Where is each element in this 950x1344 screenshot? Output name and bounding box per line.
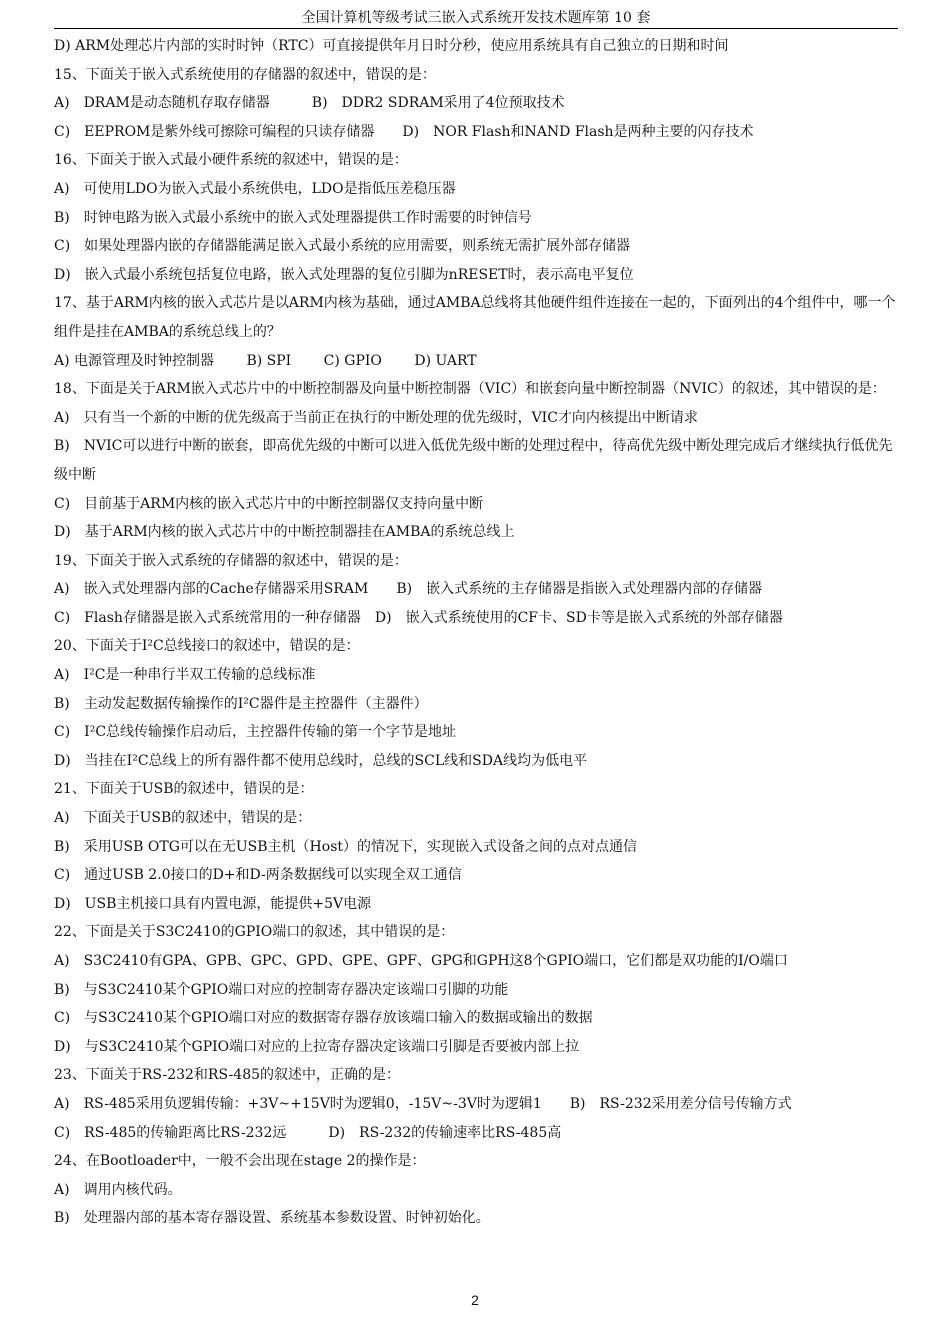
option-24-b: B) 处理器内部的基本寄存器设置、系统基本参数设置、时钟初始化。	[54, 1210, 490, 1227]
question-21: 21、下面关于USB的叙述中，错误的是：	[54, 781, 314, 798]
option-18-a: A) 只有当一个新的中断的优先级高于当前正在执行的中断处理的优先级时，VIC才向内核提出中断请求	[54, 409, 698, 426]
option-16-a: A) 可使用LDO为嵌入式最小系统供电，LDO是指低压差稳压器	[54, 180, 456, 197]
option-21-d: D) USB主机接口具有内置电源，能提供+5V电源	[54, 895, 372, 912]
option-21-a: A) 下面关于USB的叙述中，错误的是：	[54, 810, 312, 827]
option-22-d: D) 与S3C2410某个GPIO端口对应的上拉寄存器决定该端口引脚是否要被内部上拉	[54, 1038, 580, 1055]
options-23-cd: C) RS-485的传输距离比RS-232远 D) RS-232的传输速率比RS-485高	[54, 1124, 562, 1141]
question-19: 19、下面关于嵌入式系统的存储器的叙述中，错误的是：	[54, 552, 408, 569]
option-18-d: D) 基于ARM内核的嵌入式芯片中的中断控制器挂在AMBA的系统总线上	[54, 524, 515, 541]
option-16-d: D) 嵌入式最小系统包括复位电路，嵌入式处理器的复位引脚为nRESET时，表示高电平复位	[54, 266, 634, 283]
options-19-ab: A) 嵌入式处理器内部的Cache存储器采用SRAM B) 嵌入式系统的主存储器是指嵌入式处理器内部的存储器	[54, 581, 763, 598]
question-16: 16、下面关于嵌入式最小硬件系统的叙述中，错误的是：	[54, 152, 408, 169]
question-23: 23、下面关于RS-232和RS-485的叙述中，正确的是：	[54, 1067, 401, 1084]
option-20-d: D) 当挂在I²C总线上的所有器件都不使用总线时，总线的SCL线和SDA线均为低电平	[54, 752, 588, 769]
page-header-title: 全国计算机等级考试三嵌入式系统开发技术题库第 10 套	[301, 10, 651, 26]
page-number: 2	[471, 1292, 479, 1308]
question-18: 18、下面是关于ARM嵌入式芯片中的中断控制器及向量中断控制器（VIC）和嵌套向量中断控制器（NVIC）的叙述，其中错误的是：	[54, 381, 886, 398]
options-15-ab: A) DRAM是动态随机存取存储器 B) DDR2 SDRAM采用了4位预取技术	[54, 95, 565, 112]
question-17: 17、基于ARM内核的嵌入式芯片是以ARM内核为基础，通过AMBA总线将其他硬件组件连接在一起的，下面列出的4个组件中，哪一个组件是挂在AMBA的系统总线上的？	[54, 295, 896, 340]
options-17: A) 电源管理及时钟控制器 B) SPI C) GPIO D) UART	[54, 352, 477, 369]
option-24-a: A) 调用内核代码。	[54, 1181, 182, 1198]
option-18-c: C) 目前基于ARM内核的嵌入式芯片中的中断控制器仅支持向量中断	[54, 495, 484, 512]
text-line: D) ARM处理芯片内部的实时时钟（RTC）可直接提供年月日时分秒，使应用系统具有自己独立的日期和时间	[54, 38, 729, 54]
option-18-b: B) NVIC可以进行中断的嵌套，即高优先级的中断可以进入低优先级中断的处理过程中，待高优先级中断处理完成后才继续执行低优先级中断	[54, 438, 893, 483]
option-22-c: C) 与S3C2410某个GPIO端口对应的数据寄存器存放该端口输入的数据或输出的数据	[54, 1010, 593, 1027]
question-15: 15、下面关于嵌入式系统使用的存储器的叙述中，错误的是：	[54, 66, 436, 83]
option-16-b: B) 时钟电路为嵌入式最小系统中的嵌入式处理器提供工作时需要的时钟信号	[54, 209, 532, 226]
option-21-c: C) 通过USB 2.0接口的D+和D-两条数据线可以实现全双工通信	[54, 867, 462, 884]
option-21-b: B) 采用USB OTG可以在无USB主机（Host）的情况下，实现嵌入式设备之间的点对点通信	[54, 838, 638, 855]
option-16-c: C) 如果处理器内嵌的存储器能满足嵌入式最小系统的应用需要，则系统无需扩展外部存储器	[54, 238, 631, 255]
option-20-a: A) I²C是一种串行半双工传输的总线标准	[54, 667, 316, 684]
options-19-cd: C) Flash存储器是嵌入式系统常用的一种存储器 D) 嵌入式系统使用的CF卡、SD卡等是嵌入式系统的外部存储器	[54, 609, 783, 626]
document-body	[54, 32, 898, 1233]
options-23-ab: A) RS-485采用负逻辑传输：+3V~+15V时为逻辑0，-15V~-3V时为逻辑1 B) RS-232采用差分信号传输方式	[54, 1095, 792, 1112]
option-20-c: C) I²C总线传输操作启动后，主控器件传输的第一个字节是地址	[54, 724, 457, 741]
option-22-b: B) 与S3C2410某个GPIO端口对应的控制寄存器决定该端口引脚的功能	[54, 981, 509, 998]
options-15-cd: C) EEPROM是紫外线可擦除可编程的只读存储器 D) NOR Flash和NAND Flash是两种主要的闪存技术	[54, 123, 754, 140]
question-22: 22、下面是关于S3C2410的GPIO端口的叙述，其中错误的是：	[54, 924, 455, 941]
option-22-a: A) S3C2410有GPA、GPB、GPC、GPD、GPE、GPF、GPG和GPH这8个GPIO端口，它们都是双功能的I/O端口	[54, 953, 788, 969]
question-24: 24、在Bootloader中，一般不会出现在stage 2的操作是：	[54, 1153, 426, 1170]
question-20: 20、下面关于I²C总线接口的叙述中，错误的是：	[54, 638, 360, 655]
header-divider	[54, 28, 898, 29]
option-20-b: B) 主动发起数据传输操作的I²C器件是主控器件（主器件）	[54, 695, 428, 712]
